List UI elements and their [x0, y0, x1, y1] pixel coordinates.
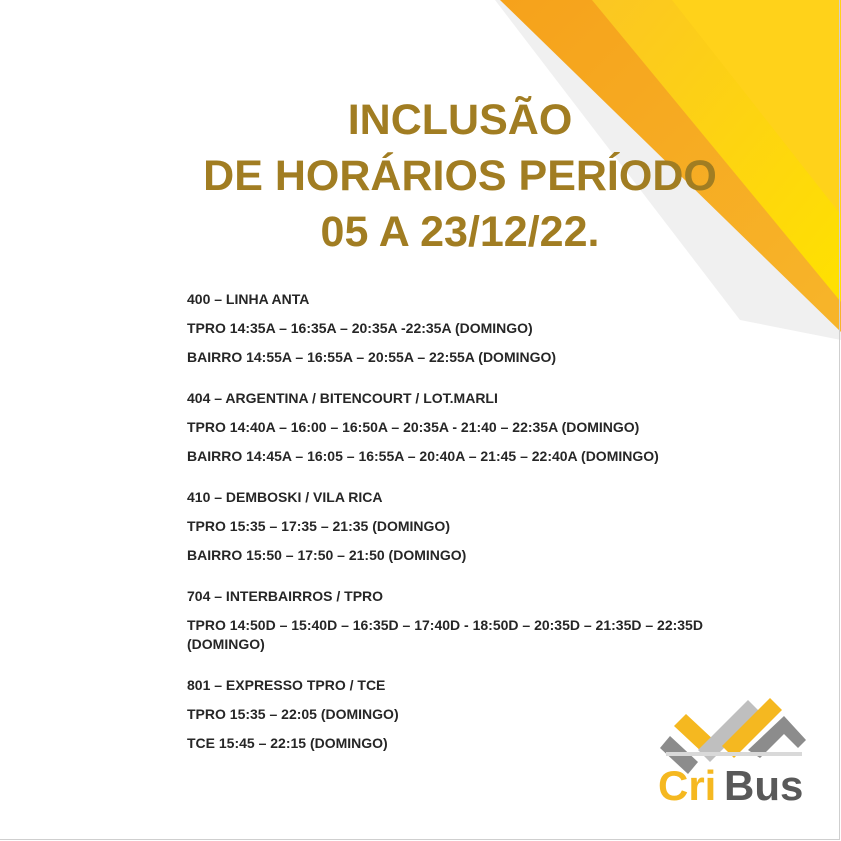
- bus-line-times: BAIRRO 15:50 – 17:50 – 21:50 (DOMINGO): [187, 547, 467, 563]
- bus-line-times: BAIRRO 14:45A – 16:05 – 16:55A – 20:40A – 21:45 – 22:40A (DOMINGO): [187, 448, 659, 464]
- logo-text-cri: Cri: [658, 762, 717, 809]
- cribus-logo: [652, 690, 812, 810]
- bus-line-times: TPRO 14:40A – 16:00 – 16:50A – 20:35A - 21:40 – 22:35A (DOMINGO): [187, 419, 640, 435]
- bus-line-times: TPRO 14:50D – 15:40D – 16:35D – 17:40D - 18:50D – 20:35D – 21:35D – 22:35D (DOMINGO): [187, 617, 703, 652]
- bus-line-heading: 704 – INTERBAIRROS / TPRO: [187, 588, 384, 604]
- bus-line-400: [187, 290, 747, 367]
- bus-line-times: TPRO 15:35 – 22:05 (DOMINGO): [187, 706, 399, 722]
- bus-line-410: [187, 488, 747, 565]
- title-line-3: 05 A 23/12/22.: [320, 208, 600, 256]
- bus-line-times: TPRO 15:35 – 17:35 – 21:35 (DOMINGO): [187, 518, 450, 534]
- bus-line-heading: 410 – DEMBOSKI / VILA RICA: [187, 489, 383, 505]
- bus-line-heading: 801 – EXPRESSO TPRO / TCE: [187, 677, 386, 693]
- bus-line-heading: 400 – LINHA ANTA: [187, 291, 310, 307]
- bus-line-times: TCE 15:45 – 22:15 (DOMINGO): [187, 735, 388, 751]
- bus-line-404: [187, 389, 747, 466]
- page-title: [130, 92, 790, 260]
- bus-line-times: TPRO 14:35A – 16:35A – 20:35A -22:35A (DOMINGO): [187, 320, 533, 336]
- logo-text-bus: Bus: [724, 762, 804, 809]
- bus-line-704: [187, 587, 747, 654]
- bus-line-times: BAIRRO 14:55A – 16:55A – 20:55A – 22:55A (DOMINGO): [187, 349, 557, 365]
- title-line-1: INCLUSÃO: [347, 96, 573, 144]
- bus-line-heading: 404 – ARGENTINA / BITENCOURT / LOT.MARLI: [187, 390, 498, 406]
- title-line-2: DE HORÁRIOS PERÍODO: [203, 152, 717, 200]
